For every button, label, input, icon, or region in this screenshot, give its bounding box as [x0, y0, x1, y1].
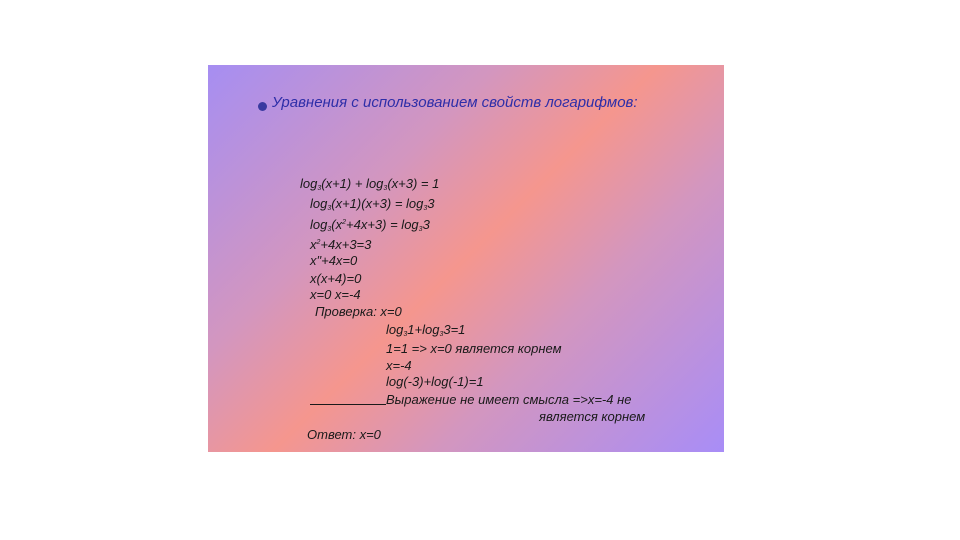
check-line-4: log(-3)+log(-1)=1 [386, 374, 484, 389]
bullet-dot-icon [258, 102, 267, 111]
equation-line-7: x=0 x=-4 [310, 287, 361, 302]
conclusion-line-2: является корнем [539, 409, 646, 424]
conclusion-line-1: Выражение не имеет смысла =>x=-4 не [386, 392, 632, 407]
equation-line-5: x"+4x=0 [310, 253, 358, 268]
check-label: Проверка: x=0 [315, 304, 402, 319]
underline-rule [310, 404, 386, 405]
slide-heading: Уравнения с использованием свойств логарифмов: [272, 94, 638, 111]
check-line-1: $\log_31+\log_33=1$ [386, 322, 466, 338]
answer-line: Ответ: x=0 [307, 427, 381, 442]
equation-line-4: $x^2+4x+3=3$ [310, 237, 372, 252]
check-line-3: x=-4 [386, 358, 412, 373]
equation-line-2: $\log_3(x+1)(x+3) = \log_33$ [310, 196, 435, 212]
slide [208, 65, 724, 452]
equation-line-1: $\log_3(x+1) + \log_3(x+3) = 1$ [300, 176, 440, 192]
equation-line-3: $\log_3(x^2+4x+3) = \log_33$ [310, 217, 430, 233]
equation-line-6: x(x+4)=0 [310, 271, 362, 286]
check-line-2: 1=1 => x=0 является корнем [386, 341, 562, 356]
